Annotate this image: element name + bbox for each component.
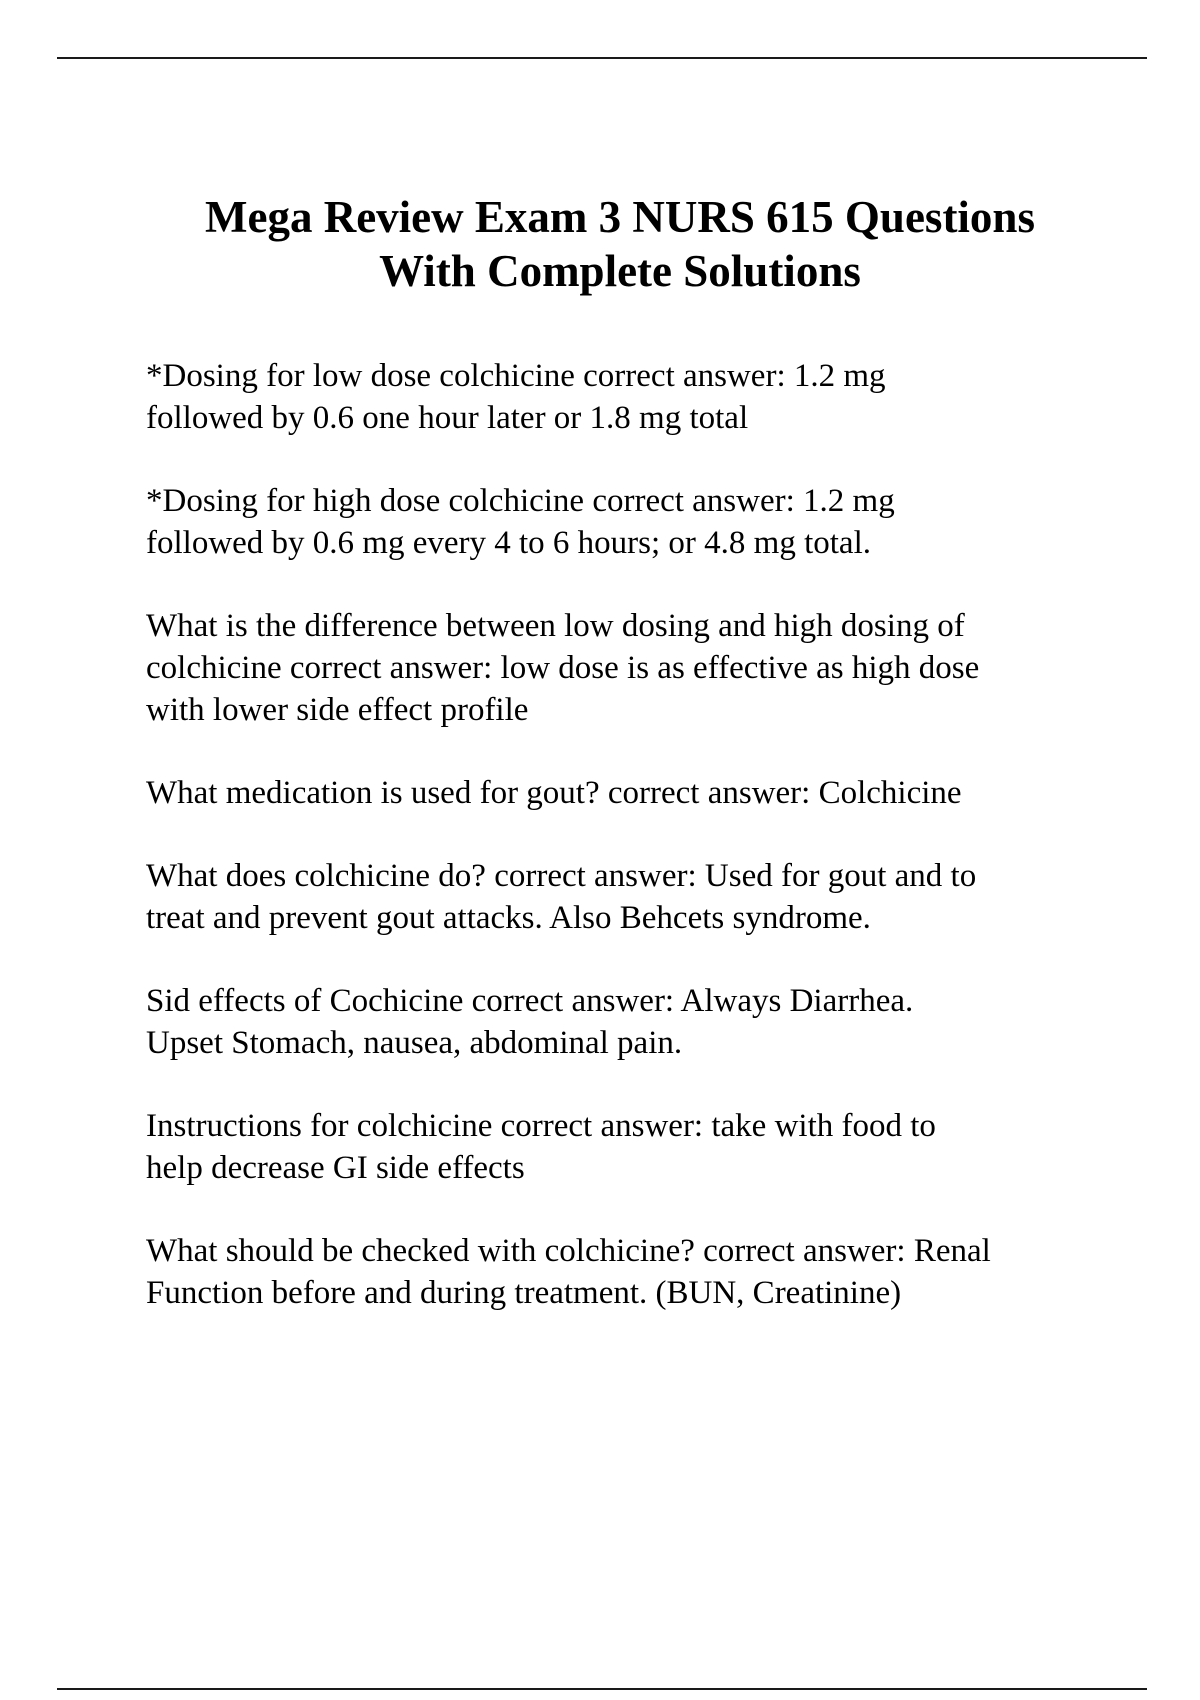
qa-line: What medication is used for gout? correct answer: Colchicine <box>146 775 962 811</box>
qa-item-instructions <box>146 1105 1146 1189</box>
qa-line: Upset Stomach, nausea, abdominal pain. <box>146 1025 683 1061</box>
qa-item-side-effects <box>146 980 1146 1064</box>
qa-line: *Dosing for low dose colchicine correct answer: 1.2 mg <box>146 358 886 394</box>
qa-line: What is the difference between low dosing and high dosing of <box>146 608 965 644</box>
qa-item-low-dose <box>146 355 1146 439</box>
qa-item-dosing-difference <box>146 605 1146 731</box>
qa-line: with lower side effect profile <box>146 692 529 728</box>
qa-line: Function before and during treatment. (BUN, Creatinine) <box>146 1275 902 1311</box>
qa-item-gout-medication <box>146 772 1146 814</box>
title-line-1: Mega Review Exam 3 NURS 615 Questions <box>205 192 1035 242</box>
qa-item-high-dose <box>146 480 1146 564</box>
qa-line: Sid effects of Cochicine correct answer: Always Diarrhea. <box>146 983 914 1019</box>
qa-line: *Dosing for high dose colchicine correct answer: 1.2 mg <box>146 483 895 519</box>
qa-list <box>146 355 1146 1355</box>
title-line-2: With Complete Solutions <box>379 246 861 296</box>
qa-line: followed by 0.6 mg every 4 to 6 hours; or 4.8 mg total. <box>146 525 871 561</box>
qa-line: treat and prevent gout attacks. Also Behcets syndrome. <box>146 900 871 936</box>
document-title <box>120 190 1120 298</box>
qa-item-monitoring <box>146 1230 1146 1314</box>
qa-line: What should be checked with colchicine? correct answer: Renal <box>146 1233 991 1269</box>
header-rule <box>57 57 1147 59</box>
footer-rule <box>57 1688 1147 1690</box>
qa-line: What does colchicine do? correct answer: Used for gout and to <box>146 858 977 894</box>
qa-item-colchicine-use <box>146 855 1146 939</box>
qa-line: followed by 0.6 one hour later or 1.8 mg total <box>146 400 749 436</box>
qa-line: Instructions for colchicine correct answer: take with food to <box>146 1108 936 1144</box>
qa-line: help decrease GI side effects <box>146 1150 525 1186</box>
qa-line: colchicine correct answer: low dose is as effective as high dose <box>146 650 980 686</box>
